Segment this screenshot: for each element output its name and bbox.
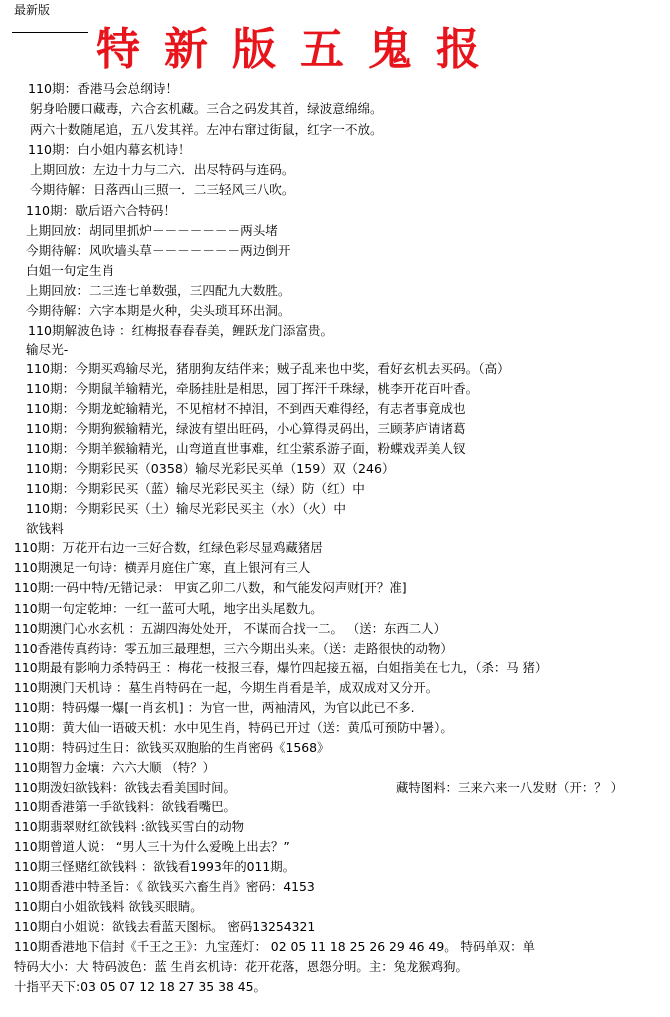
text-line: 上期回放：左边十力与二六．出尽特码与连码。 [30, 162, 295, 177]
text-line: 110期智力金壤：六六大顺 （特？） [14, 760, 216, 775]
text-line: 110期：今期鼠羊输精光，牵肠挂肚是相思，园丁挥汗千珠绿，桃李开花百叶香。 [26, 381, 479, 396]
text-line: 110期：歇后语六合特码！ [26, 203, 176, 218]
text-line: 110期：今期狗猴输精光，绿波有望出旺码，小心算得灵码出，三顾茅庐请诸葛 [26, 421, 466, 436]
text-line: 110期澳足一句诗：横弄月庭住广寒，直上银河有三人 [14, 560, 311, 575]
text-line: 110期：今期龙蛇输精光，不见棺材不掉泪，不到西天难得经，有志者事竟成也 [26, 401, 466, 416]
text-line: 110期解波色诗 ：红梅报春春春美，鲤跃龙门添富贵。 [28, 323, 334, 338]
page-title: 特新版五鬼报 [96, 24, 504, 75]
text-line: 110期翡翠财红欲钱料 :欲钱买雪白的动物 [14, 819, 245, 834]
text-line: 110期：今期买鸡输尽光，猪朋狗友结伴来；贼子乱来也中奖，看好玄机去买码。（高） [26, 361, 510, 376]
text-line: 上期回放：胡同里抓炉－－－－－－－两头堵 [26, 223, 278, 238]
text-line: 110期：香港马会总纲诗！ [28, 81, 178, 96]
text-line: 110期香港地下信封《千王之王》：九宝莲灯： 02 05 11 18 25 26 29 46 49。 特码单双：单 [14, 939, 535, 954]
text-line: 110期香港中特圣旨：《 欲钱买六畜生肖》密码：4153 [14, 879, 315, 894]
text-line: 110期：今期羊猴输精光，山弯道直世事难，红尘萦系游子面，粉蝶戏弄美人钗 [26, 441, 466, 456]
text-line: 今期待解：日落西山三照一．二三轻风三八吹。 [30, 182, 295, 197]
text-line: 110期曾道人说： “男人三十为什么爱晚上出去？” [14, 839, 290, 854]
text-line: 躬身哈腰口藏毒，六合玄机藏。三合之码发其首，绿波意绵绵。 [30, 101, 383, 116]
text-line: 110期泼妇欲钱料：欲钱去看美国时间。 [14, 780, 236, 795]
text-line: 十指平天下:03 05 07 12 18 27 35 38 45。 [14, 979, 266, 994]
text-line: 110期最有影响力杀特码王 ：梅花一枝报三春，爆竹四起接五福，白姐指美在七九，（杀：马 猪） [14, 660, 548, 675]
text-line: 上期回放：二三连七单数强，三四配九大数胜。 [26, 283, 291, 298]
text-line: 110期：黄大仙一语破天机：水中见生肖，特码已开过（送：黄瓜可预防中暑）。 [14, 720, 453, 735]
text-line: 今期待解：六字本期是火种，尖头琐耳环出洞。 [26, 303, 291, 318]
edition-underline [12, 32, 88, 33]
text-line: 两六十数随尾追，五八发其祥。左冲右窜过街鼠，红字一不放。 [30, 122, 383, 137]
text-line: 110期一句定乾坤：一红一蓝可大吼，地字出头尾数九。 [14, 601, 323, 616]
edition-label: 最新版 [14, 3, 51, 17]
side-note: 藏特图料：三来六来一八发财（开：？ ） [396, 780, 623, 795]
text-line: 110期白小姐欲钱料 欲钱买眼睛。 [14, 899, 203, 914]
text-line: 110期：今期彩民买（土）输尽光彩民买主（水）（火）中 [26, 501, 346, 516]
text-line: 今期待解：风吹墙头草－－－－－－－两边倒开 [26, 243, 291, 258]
text-line: 110期澳门心水玄机 ：五湖四海处处开， 不谋而合找一二。 （送：东西二人） [14, 621, 446, 636]
text-line: 110期香港第一手欲钱料：欲钱看嘴巴。 [14, 799, 236, 814]
text-line: 110期白小姐说：欲钱去看蓝天图标。 密码13254321 [14, 919, 316, 934]
text-line: 110期：特码过生日：欲钱买双胞胎的生肖密码《1568》 [14, 740, 330, 755]
text-line: 110期：今期彩民买（0358）输尽光彩民买单（159）双（246） [26, 461, 395, 476]
text-line: 110期澳门天机诗 ：墓生肖特码在一起，今期生肖看是羊，成双成对又分开。 [14, 680, 439, 695]
text-line: 110期:一码中特/无错记录： 甲寅乙卯二八数，和气能发闷声财[开？准] [14, 580, 407, 595]
text-line: 欲钱料 [26, 521, 64, 536]
text-line: 110香港传真药诗：零五加三最理想，三六今期出头来。（送：走路很快的动物） [14, 641, 453, 656]
text-line: 110期：白小姐内幕玄机诗！ [28, 142, 191, 157]
text-line: 特码大小：大 特码波色：蓝 生肖玄机诗：花开花落，恩怨分明。主：兔龙猴鸡狗。 [14, 959, 468, 974]
text-line: 110期：万花开右边一三好合数，红绿色彩尽显鸡藏猪居 [14, 540, 323, 555]
text-line: 白姐一句定生肖 [26, 263, 115, 278]
text-line: 110期：今期彩民买（蓝）输尽光彩民买主（绿）防（红）中 [26, 481, 365, 496]
text-line: 输尽光- [26, 342, 69, 357]
text-line: 110期：特码爆一爆[一肖玄机] ：为官一世，两袖清风，为官以此已不多. [14, 700, 415, 715]
text-line: 110期三怪赌红欲钱料 ：欲钱看1993年的011期。 [14, 859, 296, 874]
